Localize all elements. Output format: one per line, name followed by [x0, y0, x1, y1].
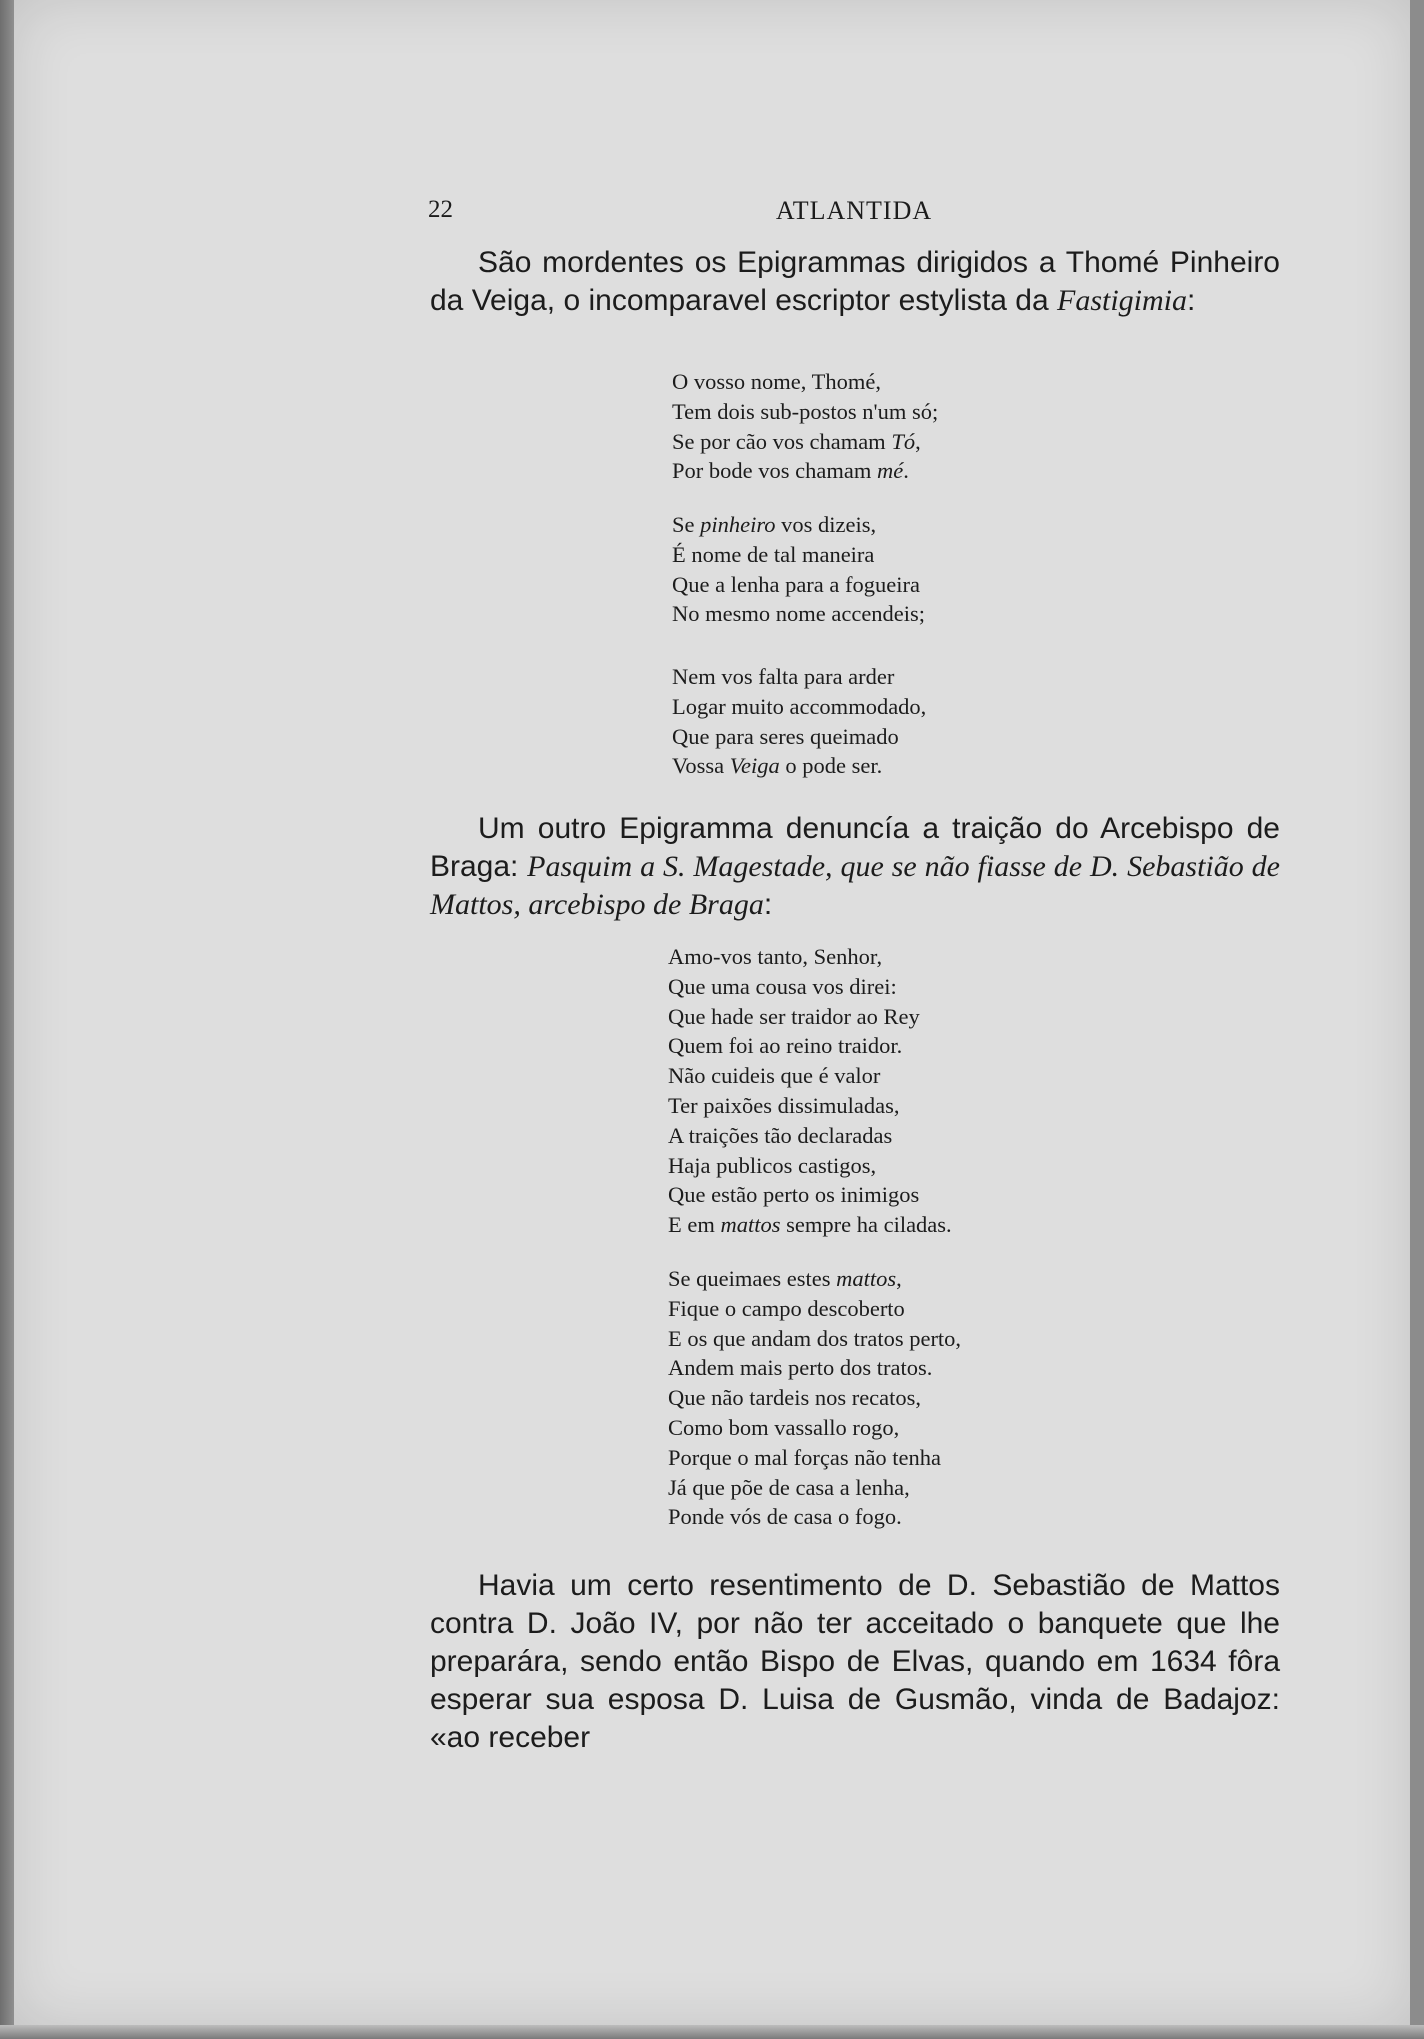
- verse-text: O vosso nome, Thomé,: [672, 369, 881, 394]
- verse-emphasis: pinheiro: [700, 512, 776, 537]
- verse-text: Ponde vós de casa o fogo.: [668, 1504, 902, 1530]
- verse-line: [668, 1091, 952, 1121]
- verse-text-tail: vos dizeis,: [775, 512, 877, 537]
- verse-text: Amo-vos tanto, Senhor,: [668, 944, 883, 969]
- verse-emphasis: mé: [876, 458, 904, 484]
- verse-line: [672, 570, 925, 600]
- verse-line: [672, 540, 925, 570]
- verse-text: Que estão perto os inimigos: [668, 1182, 920, 1208]
- verse-text: Como bom vassallo rogo,: [668, 1414, 900, 1440]
- page-header: [428, 196, 1280, 232]
- verse-line: [668, 1180, 952, 1210]
- verse-text: A traições tão declaradas: [668, 1122, 893, 1148]
- paragraph-intro-tail: :: [1187, 284, 1196, 317]
- verse-line: [672, 662, 926, 692]
- verse-text: Não cuideis que é valor: [668, 1063, 881, 1089]
- verse-text-tail: ,: [915, 428, 921, 454]
- verse-line: [668, 1264, 961, 1294]
- paragraph-intro: [430, 244, 1280, 320]
- verse-line: [668, 1413, 961, 1443]
- verse-text: Quem foi ao reino traidor.: [668, 1033, 903, 1059]
- verse-line: [672, 751, 926, 781]
- verse-text: Que para seres queimado: [672, 723, 899, 749]
- verse-text: Andem mais perto dos tratos.: [668, 1355, 933, 1381]
- verse-line: [672, 599, 925, 629]
- verse-text-tail: .: [903, 458, 909, 484]
- verse-text: Se queimaes estes: [668, 1266, 837, 1291]
- verse-line: [668, 1210, 952, 1240]
- paragraph-epigram-tail: :: [763, 888, 773, 921]
- verse-text: Haja publicos castigos,: [668, 1152, 877, 1178]
- verse-line: [668, 1061, 952, 1091]
- verse-text: Que a lenha para a fogueira: [672, 571, 920, 597]
- verse-line: [668, 1383, 961, 1413]
- running-title: ATLANTIDA: [775, 196, 933, 225]
- paragraph-intro-text: São mordentes os Epigrammas dirigidos a Thomé Pinheiro da Veiga, o incomparavel escriptor estylista da: [430, 246, 1280, 317]
- verse-text: Que hade ser traidor ao Rey: [668, 1003, 920, 1029]
- verse-text: Já que põe de casa a lenha,: [668, 1474, 910, 1500]
- verse-line: [672, 722, 926, 752]
- verse-emphasis: mattos: [720, 1212, 781, 1238]
- verse-text: Vossa: [672, 753, 730, 779]
- verse-text: Que uma cousa vos direi:: [668, 973, 897, 999]
- verse-line: [672, 367, 938, 397]
- verse-line: [668, 1294, 961, 1324]
- verse-text: Ter paixões dissimuladas,: [668, 1092, 900, 1118]
- verse-line: [668, 942, 952, 972]
- verse-line: [668, 1151, 952, 1181]
- verse-line: [672, 510, 925, 540]
- verse-text: Tem dois sub-postos n'um só;: [672, 398, 939, 424]
- verse-text: Por bode vos chamam: [672, 458, 877, 484]
- verse-line: [668, 1502, 961, 1532]
- paragraph-epigram: [430, 810, 1280, 924]
- pasquim-title: Pasquim a S. Magestade, que se não fiasse de D. Sebastião de Mattos, arcebispo de Braga: [430, 850, 1280, 921]
- poem1-stanza-1: [672, 367, 938, 486]
- verse-text: Porque o mal forças não tenha: [668, 1444, 942, 1470]
- verse-text: No mesmo nome accendeis;: [672, 601, 926, 627]
- verse-text: Logar muito accommodado,: [672, 693, 927, 719]
- verse-text: É nome de tal maneira: [672, 541, 875, 567]
- verse-line: [668, 1473, 961, 1503]
- verse-line: [668, 1353, 961, 1383]
- poem2-stanza-1: [668, 942, 952, 1240]
- verse-text: Fique o campo descoberto: [668, 1295, 905, 1321]
- poem1-stanza-2: [672, 510, 925, 629]
- verse-text: Se: [672, 512, 701, 537]
- poem1-stanza-3: [672, 662, 926, 781]
- verse-text-tail: sempre ha ciladas.: [780, 1212, 952, 1238]
- paragraph-resentment: Havia um certo resentimento de D. Sebastião de Mattos contra D. João IV, por não ter acceitado o banquete que lhe preparára, sendo então Bispo de Elvas, quando em 1634 fôra esperar sua esposa D. Luisa de Gusmão, vinda de Badajoz: «ao receber: [430, 1569, 1280, 1754]
- verse-line: [668, 1031, 952, 1061]
- verse-line: [668, 1002, 952, 1032]
- verse-text: Nem vos falta para arder: [672, 664, 895, 689]
- verse-emphasis: Tó: [891, 428, 916, 454]
- verse-line: [668, 1443, 961, 1473]
- verse-line: [672, 692, 926, 722]
- verse-text: E os que andam dos tratos perto,: [668, 1325, 962, 1351]
- verse-emphasis: mattos: [836, 1266, 897, 1291]
- verse-line: [672, 427, 938, 457]
- verse-text: E em: [668, 1212, 721, 1238]
- verse-text: Se por cão vos chamam: [672, 428, 892, 454]
- verse-line: [668, 1324, 961, 1354]
- verse-text-tail: o pode ser.: [779, 753, 883, 779]
- verse-text-tail: ,: [896, 1266, 902, 1291]
- poem2-stanza-2: [668, 1264, 961, 1532]
- verse-line: [668, 1121, 952, 1151]
- work-title: Fastigimia: [1057, 284, 1188, 317]
- paragraph-epigram-text: Um outro Epigramma denuncía a traição do Arcebispo de Braga:: [430, 812, 1280, 883]
- verse-text: Que não tardeis nos recatos,: [668, 1385, 922, 1411]
- verse-line: [672, 397, 938, 427]
- verse-line: [668, 972, 952, 1002]
- page-number: 22: [428, 196, 453, 223]
- verse-line: [672, 456, 938, 486]
- verse-emphasis: Veiga: [729, 753, 780, 779]
